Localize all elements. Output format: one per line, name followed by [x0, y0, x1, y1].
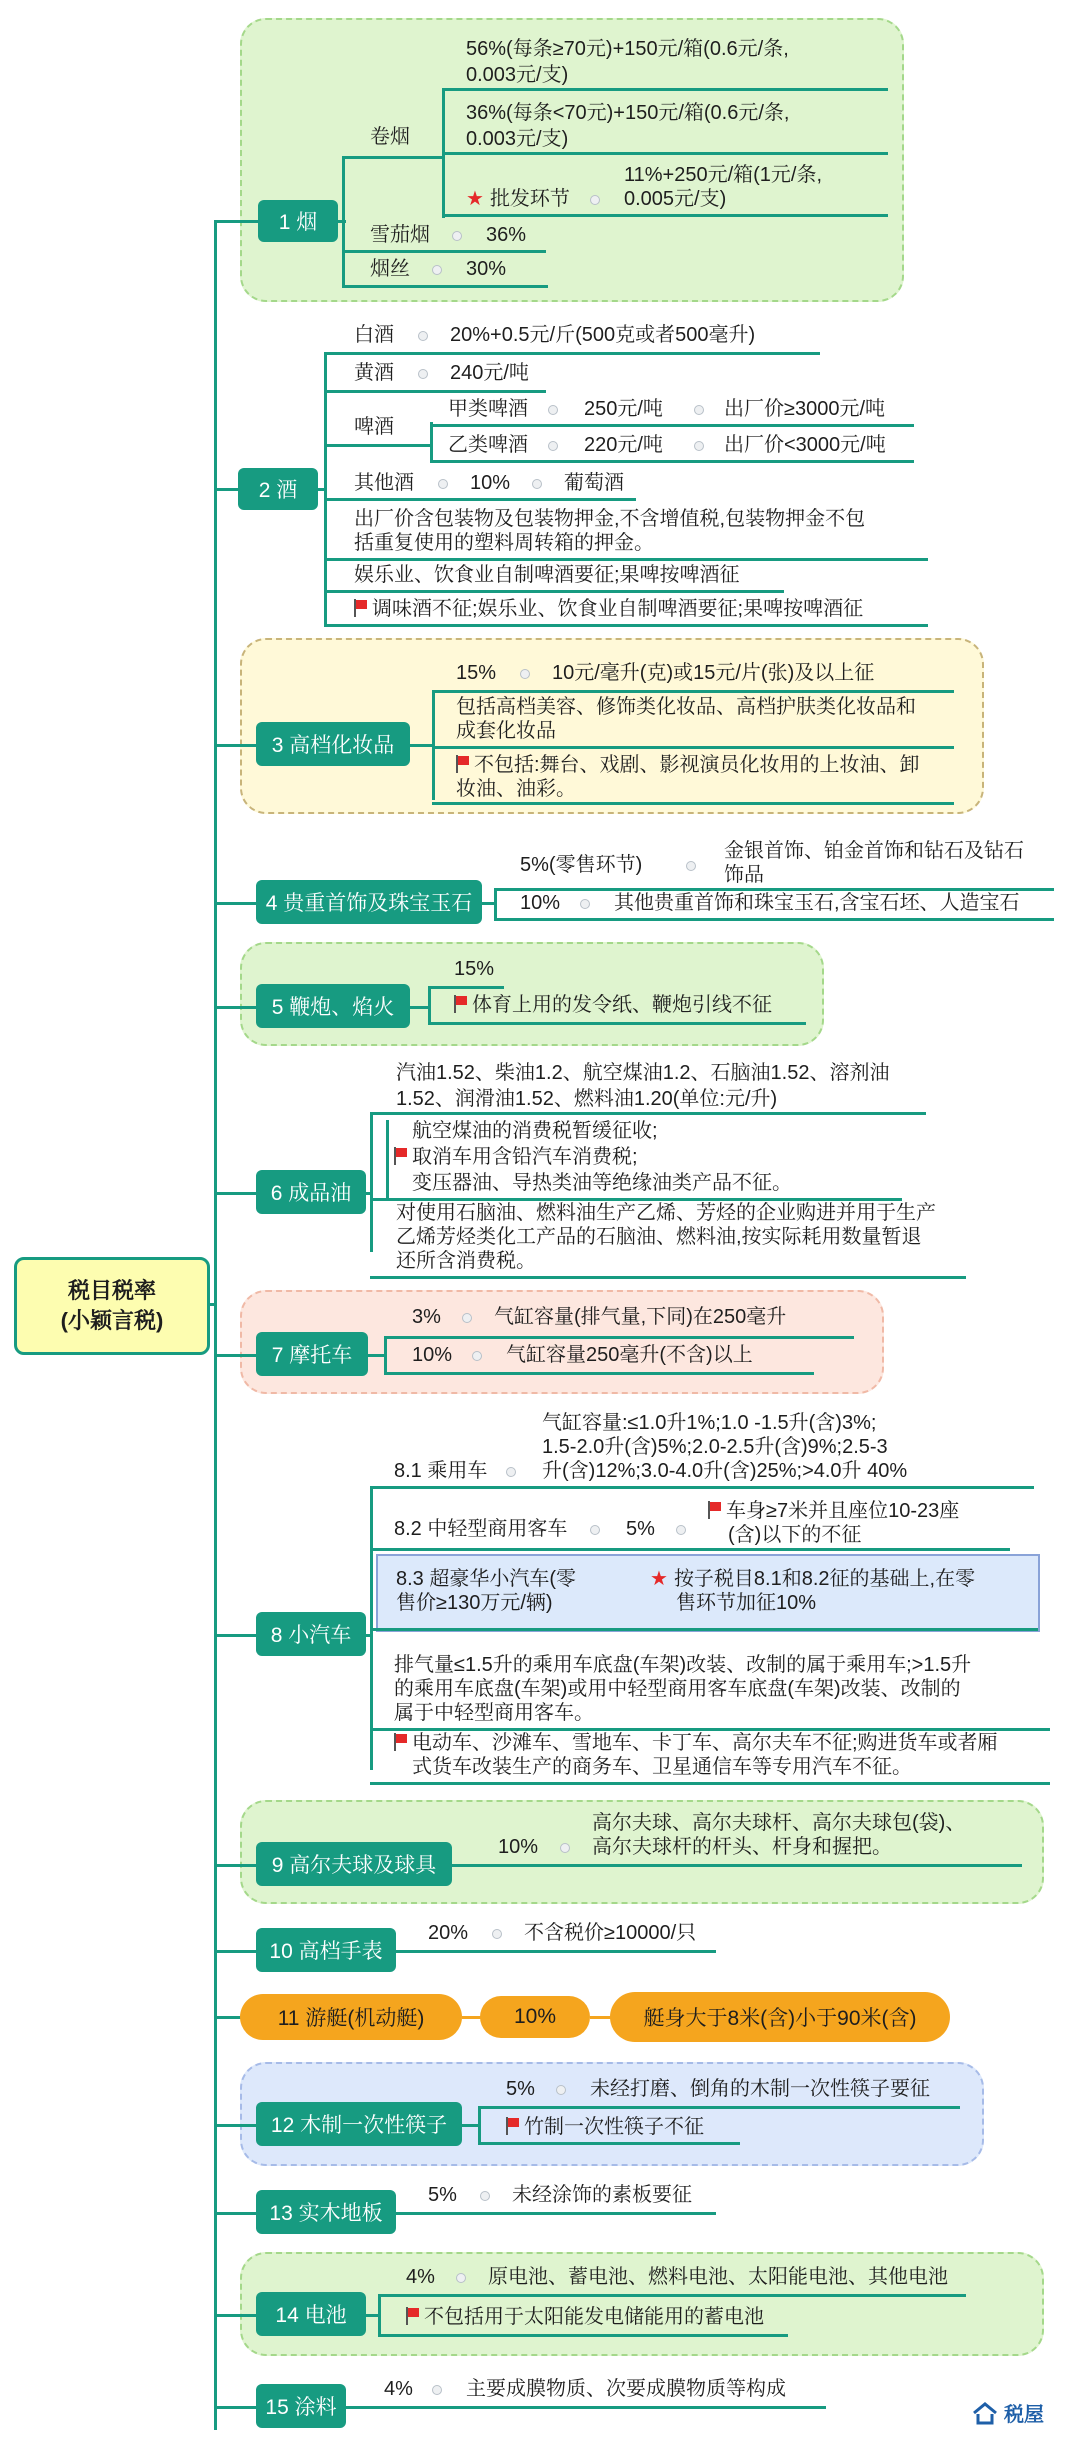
- node-firecracker[interactable]: 5 鞭炮、焰火: [256, 984, 410, 1028]
- star-icon: ★: [466, 188, 484, 210]
- s8-note-2a: [394, 1730, 998, 1757]
- node-golf[interactable]: 9 高尔夫球及球具: [256, 1842, 452, 1886]
- s2-beer-a-rate: 250元/吨: [584, 398, 663, 420]
- connector-dot: [432, 2385, 442, 2395]
- s8-c1-c: 升(含)12%;3.0-4.0升(含)25%;>4.0升 40%: [542, 1460, 908, 1482]
- s7-rate-2: 10%: [412, 1344, 453, 1366]
- s1-wholesale: [466, 186, 570, 213]
- s14-note-text: 不包括用于太阳能发电储能用的蓄电池: [424, 2306, 764, 2328]
- s8-link: [214, 1634, 258, 1637]
- s15-desc: 主要成膜物质、次要成膜物质等构成: [466, 2378, 786, 2400]
- s11-rate-node[interactable]: 10%: [480, 1996, 590, 2038]
- node-tobacco[interactable]: 1 烟: [258, 200, 338, 242]
- s7-r1-line: [384, 1336, 854, 1339]
- s6-note-4b: 乙烯芳烃类化工产品的石脑油、燃料油,按实际耗用数量暂退: [396, 1226, 922, 1248]
- s4-rate-1-a: 金银首饰、铂金首饰和钻石及钻石: [724, 840, 1024, 862]
- s8-c2-b: (含)以下的不征: [728, 1524, 862, 1546]
- s4-link: [214, 902, 258, 905]
- star-icon: ★: [650, 1568, 668, 1590]
- s2-beer-a: 甲类啤酒: [448, 398, 528, 420]
- s8-note-2a-text: 电动车、沙滩车、雪地车、卡丁车、高尔夫车不征;购进货车或者厢: [412, 1732, 998, 1754]
- s3-cond: 10元/毫升(克)或15元/片(张)及以上征: [552, 662, 875, 684]
- s2-beer-b: 乙类啤酒: [448, 434, 528, 456]
- main-spine: [214, 220, 217, 2430]
- s1-rate-2a: 36%(每条<70元)+150元/箱(0.6元/条,: [466, 102, 790, 124]
- s7-link: [214, 1354, 258, 1357]
- s1-shred-rate: 30%: [466, 258, 507, 280]
- s8-c1-label: 8.1 乘用车: [394, 1460, 488, 1482]
- s11-desc-node[interactable]: 艇身大于8米(含)小于90米(含): [610, 1992, 950, 2042]
- s15-link: [214, 2406, 258, 2409]
- connector-dot: [506, 1467, 516, 1477]
- s6-note-1: 航空煤油的消费税暂缓征收;: [412, 1120, 658, 1142]
- s8-c2-a: [708, 1498, 959, 1525]
- s6-sub-branch: [386, 1120, 389, 1200]
- node-paint[interactable]: 15 涂料: [256, 2384, 346, 2428]
- node-flooring[interactable]: 13 实木地板: [256, 2190, 396, 2234]
- node-yacht[interactable]: 11 游艇(机动艇): [240, 1994, 462, 2040]
- s5-rate: 15%: [454, 958, 495, 980]
- s2-huangjiu-line: [324, 390, 546, 393]
- s8-c3-line: [370, 1628, 1038, 1631]
- s6-note-4a: 对使用石脑油、燃料油生产乙烯、芳烃的企业购进并用于生产: [396, 1202, 936, 1224]
- s1-rate-2b: 0.003元/支): [466, 128, 569, 150]
- s13-line: [396, 2212, 716, 2215]
- s6-link-a: [366, 1192, 372, 1195]
- node-cosmetics[interactable]: 3 高档化妆品: [256, 722, 410, 766]
- s1-cigar-line: [342, 250, 546, 253]
- flag-icon: [456, 755, 468, 773]
- node-liquor[interactable]: 2 酒: [238, 468, 318, 510]
- connector-dot: [480, 2191, 490, 2201]
- s12-rate: 5%: [506, 2078, 535, 2100]
- s2-link-a: [318, 488, 326, 491]
- s8-c1-a: 气缸容量:≤1.0升1%;1.0 -1.5升(含)3%;: [542, 1412, 877, 1434]
- s9-desc-a: 高尔夫球、高尔夫球杆、高尔夫球包(袋)、: [592, 1812, 966, 1834]
- s3-include-b: 成套化妆品: [456, 720, 556, 742]
- s3-link-a: [410, 744, 434, 747]
- connector-dot: [686, 861, 696, 871]
- watermark-text: 税屋: [1004, 2404, 1044, 2426]
- connector-dot: [676, 1525, 686, 1535]
- root-title: 税目税率: [67, 1278, 156, 1303]
- s10-rate: 20%: [428, 1922, 469, 1944]
- connector-dot: [694, 441, 704, 451]
- s1-r2-line: [442, 152, 888, 155]
- s3-link: [214, 744, 258, 747]
- s2-beer-line: [324, 444, 432, 447]
- s1-rate-3b: 0.005元/支): [624, 188, 727, 210]
- connector-dot: [462, 1313, 472, 1323]
- s8-c3-a: 8.3 超豪华小汽车(零: [396, 1568, 577, 1590]
- s1-shred-line: [342, 285, 548, 288]
- s15-rate: 4%: [384, 2378, 413, 2400]
- s11-link-b: [590, 2016, 612, 2019]
- s8-c2-rate: 5%: [626, 1518, 655, 1540]
- connector-dot: [590, 195, 600, 205]
- connector-dot: [492, 1929, 502, 1939]
- s2-note3-line: [324, 624, 928, 627]
- s8-c3-n1: [650, 1566, 975, 1593]
- s5-link: [214, 1006, 258, 1009]
- s13-link: [214, 2212, 258, 2215]
- s7-link-a: [368, 1354, 386, 1357]
- s1-cigarette-label: 卷烟: [370, 126, 410, 148]
- flag-icon: [354, 599, 366, 617]
- s1-rate-1b: 0.003元/支): [466, 64, 569, 86]
- s10-desc: 不含税价≥10000/只: [524, 1922, 697, 1944]
- node-battery[interactable]: 14 电池: [256, 2292, 366, 2336]
- s6-rates-a: 汽油1.52、柴油1.2、航空煤油1.2、石脑油1.52、溶剂油: [396, 1062, 890, 1084]
- node-chopsticks[interactable]: 12 木制一次性筷子: [256, 2102, 462, 2146]
- s6-note-2-text: 取消车用含铅汽车消费税;: [412, 1146, 638, 1168]
- s12-note-line: [478, 2142, 740, 2145]
- s3-exclude-b: 妆油、油彩。: [456, 778, 576, 800]
- s8-c3-n1-text: 按子税目8.1和8.2征的基础上,在零: [673, 1568, 976, 1590]
- s12-desc-line: [478, 2106, 960, 2109]
- s8-note-1c: 属于中轻型商用客车。: [394, 1702, 594, 1724]
- s2-beer-branch: [430, 422, 433, 460]
- node-watch[interactable]: 10 高档手表: [256, 1928, 396, 1972]
- s12-link: [214, 2124, 258, 2127]
- s14-desc: 原电池、蓄电池、燃料电池、太阳能电池、其他电池: [488, 2266, 948, 2288]
- s1-wholesale-label: 批发环节: [489, 188, 570, 210]
- connector-dot: [580, 899, 590, 909]
- s9-rate: 10%: [498, 1836, 539, 1858]
- connector-dot: [438, 479, 448, 489]
- s8-note-1a: 排气量≤1.5升的乘用车底盘(车架)改装、改制的属于乘用车;>1.5升: [394, 1654, 972, 1676]
- s2-baijiu-rate: 20%+0.5元/斤(500克或者500毫升): [450, 324, 756, 346]
- s2-link: [214, 488, 238, 491]
- s3-exclude-a: [456, 752, 920, 779]
- s5-branch: [428, 986, 431, 1022]
- s6-note4-line: [370, 1276, 966, 1279]
- s6-rates-line: [370, 1112, 926, 1115]
- s12-note: [506, 2114, 704, 2141]
- s3-exclude-a-text: 不包括:舞台、戏剧、影视演员化妆用的上妆油、卸: [474, 754, 920, 776]
- s6-branch: [370, 1112, 373, 1252]
- s2-other: 其他酒: [354, 472, 414, 494]
- s2-other-eg: 葡萄酒: [564, 472, 624, 494]
- s14-note: [406, 2304, 764, 2331]
- s2-note3: [354, 596, 863, 623]
- s14-rate: 4%: [406, 2266, 435, 2288]
- s8-c2-line: [370, 1548, 1010, 1551]
- node-motorcycle[interactable]: 7 摩托车: [256, 1332, 368, 1376]
- s2-note2: 娱乐业、饮食业自制啤酒要征;果啤按啤酒征: [354, 564, 740, 586]
- s2-note2-line: [324, 590, 784, 593]
- s13-rate: 5%: [428, 2184, 457, 2206]
- s3-inc-line: [432, 746, 954, 749]
- s12-note-text: 竹制一次性筷子不征: [524, 2116, 704, 2138]
- s8-note2-line: [370, 1782, 1050, 1785]
- s2-beer: 啤酒: [354, 416, 394, 438]
- s1-rate-1a: 56%(每条≥70元)+150元/箱(0.6元/条,: [466, 38, 789, 60]
- node-car[interactable]: 8 小汽车: [256, 1612, 366, 1656]
- connector-dot: [694, 405, 704, 415]
- s2-note1-line: [324, 558, 928, 561]
- flag-icon: [394, 1147, 406, 1165]
- s4-r2-line: [494, 918, 1054, 921]
- s11-link-a: [462, 2016, 482, 2019]
- s4-rate-1-b: 饰品: [724, 864, 764, 886]
- s2-baijiu-line: [324, 352, 820, 355]
- connector-dot: [456, 2273, 466, 2283]
- s2-beer-b-rate: 220元/吨: [584, 434, 663, 456]
- s2-other-rate: 10%: [470, 472, 511, 494]
- s7-rate-1-desc: 气缸容量(排气量,下同)在250毫升: [494, 1306, 787, 1328]
- house-logo-icon: [972, 2401, 998, 2425]
- s10-line: [396, 1950, 716, 1953]
- s5-note-text: 体育上用的发令纸、鞭炮引线不征: [472, 994, 772, 1016]
- s12-desc: 未经打磨、倒角的木制一次性筷子要征: [590, 2078, 930, 2100]
- connector-dot: [548, 405, 558, 415]
- s8-c3-n2: 售环节加征10%: [676, 1592, 817, 1614]
- s4-rate-2: 10%: [520, 892, 561, 914]
- flag-icon: [708, 1501, 720, 1519]
- s9-link: [214, 1864, 258, 1867]
- s2-beer-b-cond: 出厂价<3000元/吨: [724, 434, 886, 456]
- node-oil[interactable]: 6 成品油: [256, 1170, 366, 1214]
- root-subtitle: (小颖言税): [60, 1308, 164, 1333]
- s2-huangjiu: 黄酒: [354, 362, 394, 384]
- watermark-logo: [972, 2398, 1044, 2427]
- connector-dot: [452, 231, 462, 241]
- s7-r2-line: [384, 1372, 814, 1375]
- s2-beer-b-line: [430, 460, 914, 463]
- s8-c2-a-text: 车身≥7米并且座位10-23座: [726, 1500, 960, 1522]
- s1-cig-line: [342, 156, 444, 159]
- s1-link: [214, 220, 260, 223]
- connector-dot: [472, 1351, 482, 1361]
- s3-include-a: 包括高档美容、修饰类化妆品、高档护肤类化妆品和: [456, 696, 916, 718]
- s8-c2-label: 8.2 中轻型商用客车: [394, 1518, 568, 1540]
- s2-huangjiu-rate: 240元/吨: [450, 362, 529, 384]
- node-jewelry[interactable]: 4 贵重首饰及珠宝玉石: [256, 880, 482, 924]
- s8-c3-b: 售价≥130万元/辆): [396, 1592, 553, 1614]
- s9-desc-b: 高尔夫球杆的杆头、杆身和握把。: [592, 1836, 892, 1858]
- s6-note-4c: 还所含消费税。: [396, 1250, 536, 1272]
- s4-link-a: [482, 902, 496, 905]
- s5-note: [454, 992, 772, 1019]
- root-node[interactable]: [14, 1257, 210, 1355]
- s5-note-line: [428, 1022, 806, 1025]
- s6-link: [214, 1192, 258, 1195]
- s8-link-a: [366, 1634, 372, 1637]
- s1-r3-line: [442, 214, 888, 217]
- s14-note-line: [378, 2334, 788, 2337]
- s3-rate-line: [432, 690, 954, 693]
- s3-exc-line: [432, 802, 954, 805]
- s2-note1a: 出厂价含包装物及包装物押金,不含增值税,包装物押金不包: [354, 508, 866, 530]
- flag-icon: [454, 995, 466, 1013]
- s6-rates-b: 1.52、润滑油1.52、燃料油1.20(单位:元/升): [396, 1088, 778, 1110]
- s8-c1-b: 1.5-2.0升(含)5%;2.0-2.5升(含)9%;2.5-3: [542, 1436, 888, 1458]
- s12-link-a: [462, 2124, 480, 2127]
- flag-icon: [406, 2307, 418, 2325]
- s1-shred-label: 烟丝: [370, 258, 410, 280]
- s11-link: [214, 2016, 242, 2019]
- s3-rate: 15%: [456, 662, 497, 684]
- connector-dot: [556, 2085, 566, 2095]
- connector-dot: [418, 369, 428, 379]
- s1-rate-3a: 11%+250元/箱(1元/条,: [624, 164, 823, 186]
- s6-note-3: 变压器油、导热类油等绝缘油类产品不征。: [412, 1172, 792, 1194]
- connector-dot: [548, 441, 558, 451]
- s8-note-2b: 式货车改装生产的商务车、卫星通信车等专用汽车不征。: [412, 1756, 912, 1778]
- s2-beer-a-line: [430, 424, 914, 427]
- flag-icon: [394, 1733, 406, 1751]
- s7-rate-2-desc: 气缸容量250毫升(不含)以上: [506, 1344, 753, 1366]
- flag-icon: [506, 2117, 518, 2135]
- s2-baijiu: 白酒: [354, 324, 394, 346]
- s14-link: [214, 2314, 258, 2317]
- s1-link-a: [338, 220, 346, 223]
- s2-note3-text: 调味酒不征;娱乐业、饮食业自制啤酒要征;果啤按啤酒征: [372, 598, 864, 620]
- s2-note1b: 括重复使用的塑料周转箱的押金。: [354, 532, 654, 554]
- s5-link-a: [410, 1006, 430, 1009]
- s2-beer-a-cond: 出厂价≥3000元/吨: [724, 398, 886, 420]
- s8-c1-line: [370, 1486, 1034, 1489]
- s2-other-line: [324, 498, 636, 501]
- s1-r1-line: [442, 88, 888, 91]
- s1-cigar-label: 雪茄烟: [370, 224, 430, 246]
- s6-note-2: [394, 1144, 638, 1171]
- connector-dot: [418, 331, 428, 341]
- s9-line: [452, 1864, 1022, 1867]
- s15-line: [346, 2406, 826, 2409]
- s1-cigar-rate: 36%: [486, 224, 527, 246]
- s14-desc-line: [378, 2294, 966, 2297]
- s4-rate-2-desc: 其他贵重首饰和珠宝玉石,含宝石坯、人造宝石: [614, 892, 1020, 914]
- s13-desc: 未经涂饰的素板要征: [512, 2184, 692, 2206]
- s7-rate-1: 3%: [412, 1306, 441, 1328]
- connector-dot: [590, 1525, 600, 1535]
- s8-note-1b: 的乘用车底盘(车架)或用中轻型商用客车底盘(车架)改装、改制的: [394, 1678, 961, 1700]
- connector-dot: [532, 479, 542, 489]
- connector-dot: [520, 669, 530, 679]
- s4-rate-1: 5%(零售环节): [520, 854, 643, 876]
- s14-link-a: [366, 2314, 380, 2317]
- s5-rate-line: [428, 986, 504, 989]
- connector-dot: [432, 265, 442, 275]
- s10-link: [214, 1950, 258, 1953]
- connector-dot: [560, 1843, 570, 1853]
